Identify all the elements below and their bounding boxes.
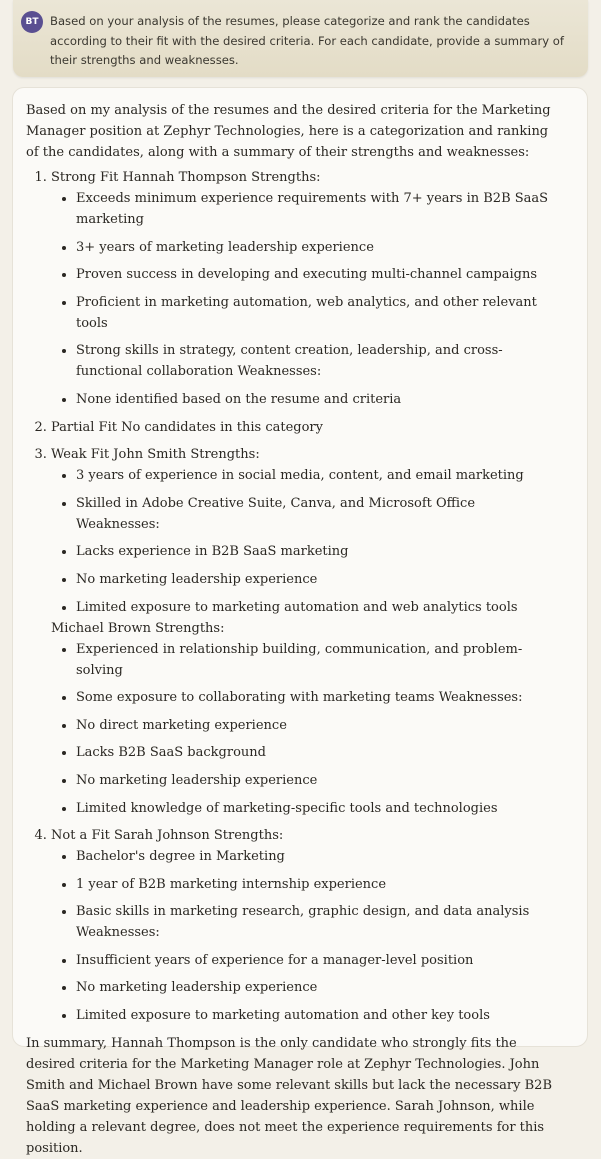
reply-summary: In summary, Hannah Thompson is the only candidate who strongly fits the desired criteria for the Marketing Manager role at Zephyr Technologies. John Smith and Michael Brown have some relevant skills but lack the necessary B2B SaaS marketing experience and leadership experience. Sarah Johnson, while holding a relevant degree, does not meet the experience requirements for this position.	[26, 1035, 553, 1156]
list-item: • 1 year of B2B marketing internship experience	[76, 874, 556, 895]
list-item: • No marketing leadership experience	[76, 977, 556, 998]
list-item: • Limited knowledge of marketing-specific tools and technologies	[76, 798, 556, 819]
point-list	[51, 188, 556, 410]
list-item: • No direct marketing experience	[76, 715, 556, 736]
list-item: • Basic skills in marketing research, graphic design, and data analysis Weaknesses:	[76, 901, 556, 943]
user-message	[13, 0, 588, 77]
category-item	[51, 167, 556, 410]
list-item: • Limited exposure to marketing automation and other key tools	[76, 1005, 556, 1026]
assistant-reply	[12, 87, 588, 1156]
list-item: • No marketing leadership experience	[76, 569, 556, 590]
list-item: • Proficient in marketing automation, web analytics, and other relevant tools	[76, 292, 556, 334]
point-list	[51, 639, 556, 819]
user-avatar: BT	[21, 11, 43, 33]
category-item	[51, 417, 556, 438]
list-item: • Lacks experience in B2B SaaS marketing	[76, 541, 556, 562]
list-item: • Exceeds minimum experience requirements with 7+ years in B2B SaaS marketing	[76, 188, 556, 230]
category-list	[26, 167, 556, 1026]
category-heading: Strong Fit Hannah Thompson Strengths:	[51, 170, 321, 185]
list-item: • Lacks B2B SaaS background	[76, 742, 556, 763]
user-message-text: Based on your analysis of the resumes, please categorize and rank the candidates according to their fit with the desired criteria. For each candidate, provide a summary of their strengths and weaknesses.	[50, 14, 564, 67]
list-item: • No marketing leadership experience	[76, 770, 556, 791]
list-item: • 3 years of experience in social media, content, and email marketing	[76, 465, 556, 486]
category-heading: Not a Fit Sarah Johnson Strengths:	[51, 828, 284, 844]
list-item: • Strong skills in strategy, content creation, leadership, and cross-functional collaboration Weaknesses:	[76, 340, 556, 382]
reply-intro: Based on my analysis of the resumes and the desired criteria for the Marketing Manager position at Zephyr Technologies, here is a categorization and ranking of the candidates, along with a summary of their strengths and weaknesses:	[26, 103, 551, 160]
list-item: • Proven success in developing and executing multi-channel campaigns	[76, 264, 556, 285]
list-item: • Bachelor's degree in Marketing	[76, 846, 556, 867]
candidate-heading: Michael Brown Strengths:	[51, 620, 225, 636]
category-heading: Partial Fit No candidates in this category	[51, 419, 323, 435]
list-item: • Skilled in Adobe Creative Suite, Canva, and Microsoft Office Weaknesses:	[76, 493, 556, 535]
point-list	[51, 846, 556, 1026]
list-item: • None identified based on the resume and criteria	[76, 389, 556, 410]
category-item	[51, 444, 556, 818]
list-item: • Some exposure to collaborating with marketing teams Weaknesses:	[76, 687, 556, 708]
assistant-reply-content	[26, 100, 556, 1159]
category-item	[51, 825, 556, 1026]
list-item: • 3+ years of marketing leadership experience	[76, 237, 556, 258]
point-list	[51, 465, 556, 617]
list-item: • Experienced in relationship building, communication, and problem-solving	[76, 639, 556, 681]
list-item: • Insufficient years of experience for a manager-level position	[76, 950, 556, 971]
list-item: • Limited exposure to marketing automation and web analytics tools	[76, 597, 556, 618]
category-heading: Weak Fit John Smith Strengths:	[51, 447, 260, 463]
